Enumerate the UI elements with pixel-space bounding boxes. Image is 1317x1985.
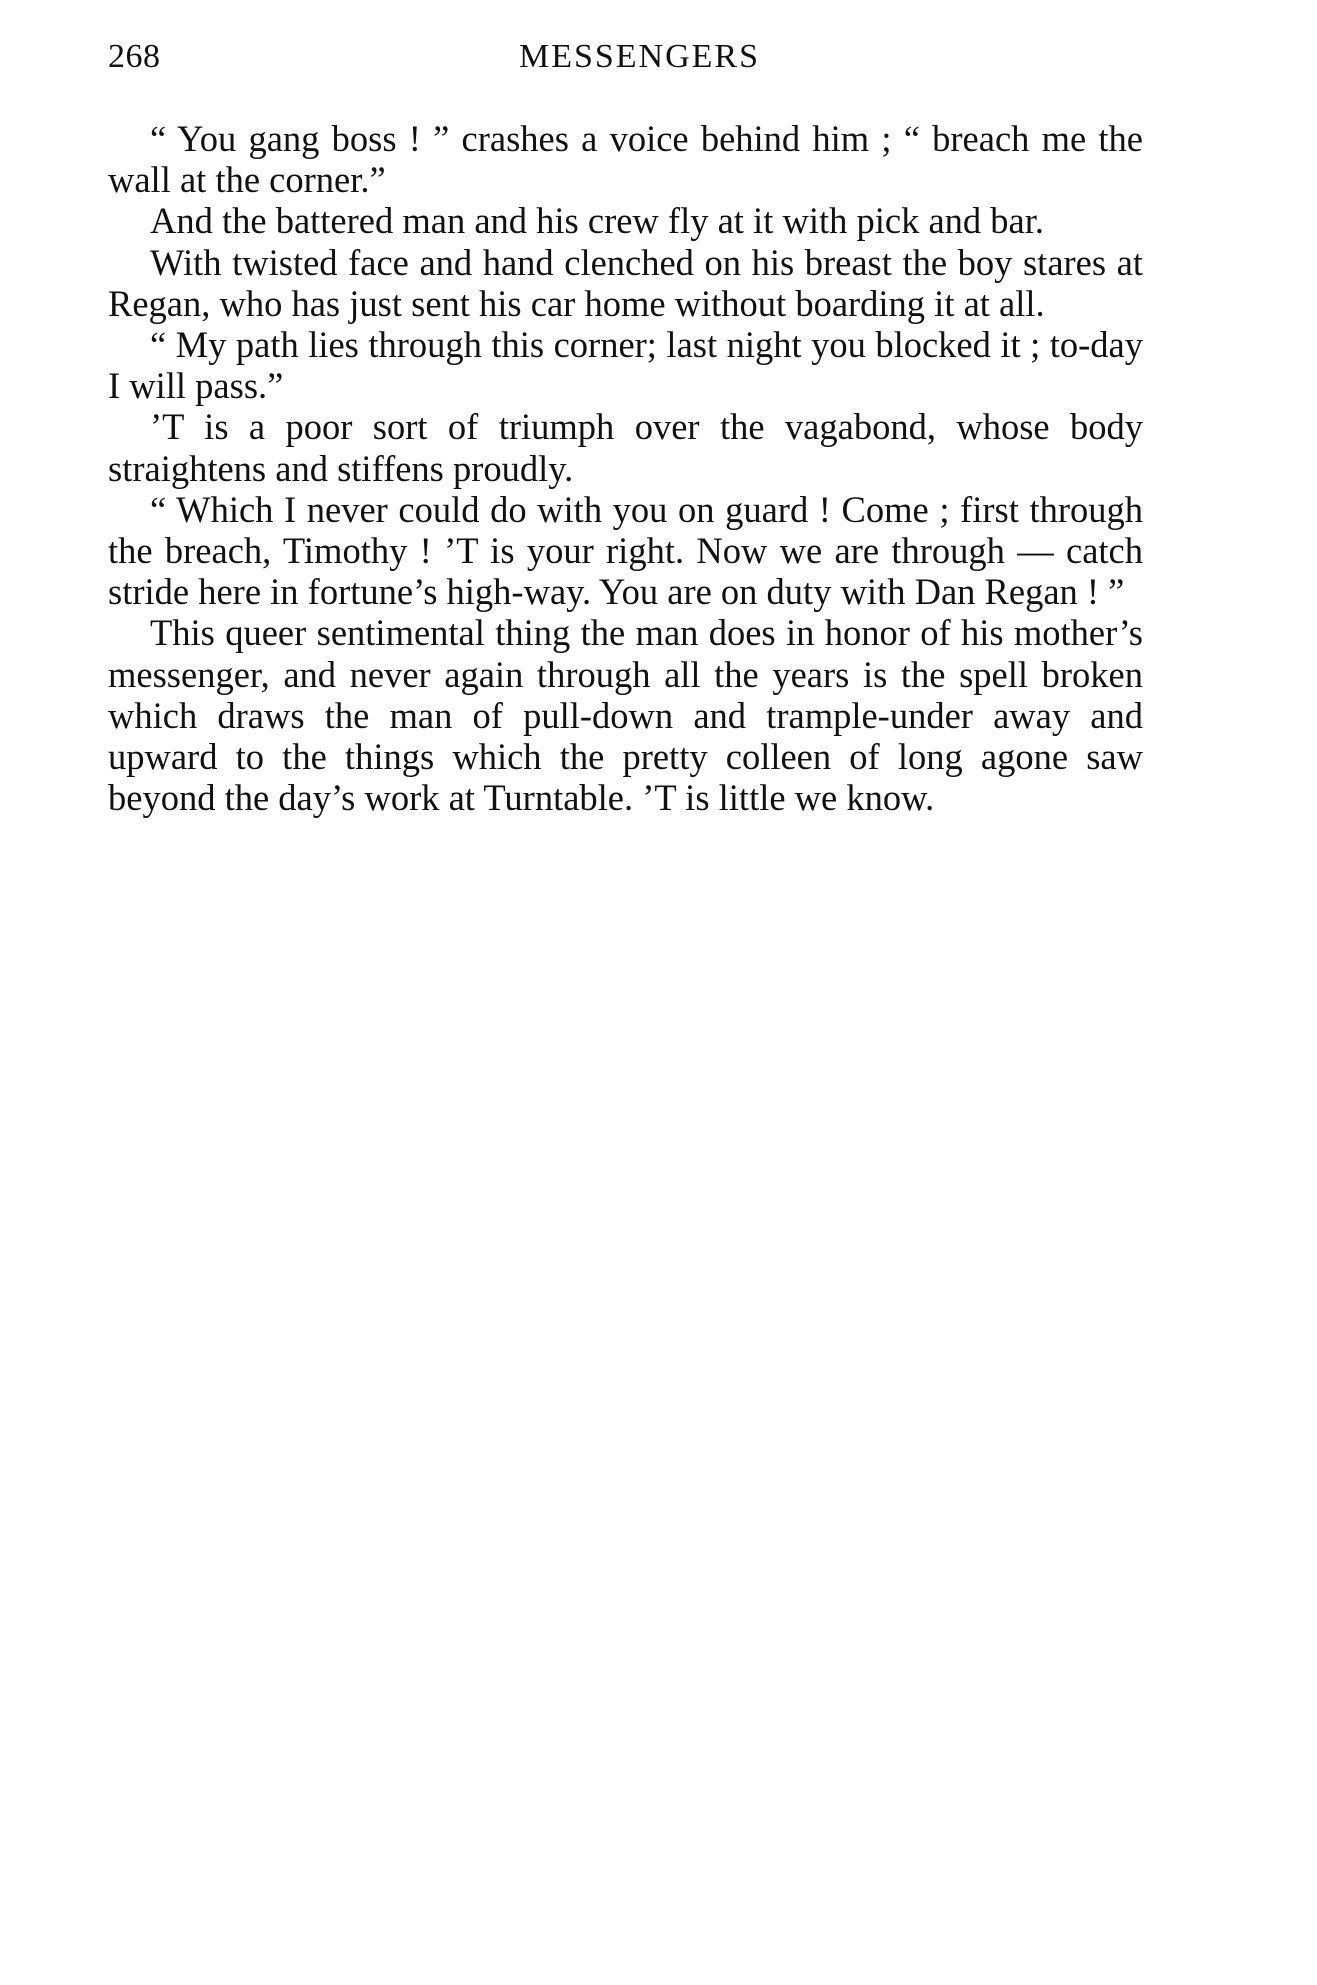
paragraph: This queer sentimental thing the man does in honor of his mother’s messenger, and never again through all the years is the spell broken which draws the man of pull-down and trample-under away and upward to the things which the pretty colleen of long agone saw beyond the day’s work at Turntable. ’T is little we know. [108, 612, 1143, 819]
paragraph: And the battered man and his crew fly at it with pick and bar. [150, 200, 1044, 242]
running-title: MESSENGERS [518, 38, 761, 75]
body-text [108, 118, 1143, 818]
paragraph: “ My path lies through this corner; last night you blocked it ; to-day I will pass.” [108, 324, 1143, 407]
running-head [108, 38, 1143, 88]
paragraph: With twisted face and hand clenched on his breast the boy stares at Regan, who has just sent his car home without boarding it at all. [108, 241, 1143, 324]
paragraph: “ Which I never could do with you on guard ! Come ; first through the breach, Timothy ! ’T is your right. Now we are through — catch stride here in fortune’s high-way. You are on duty with Dan Regan ! ” [108, 488, 1143, 613]
paragraph: “ You gang boss ! ” crashes a voice behind him ; “ breach me the wall at the corner.” [108, 118, 1143, 201]
paragraph: ’T is a poor sort of triumph over the vagabond, whose body straightens and stiffens proudly. [108, 406, 1143, 489]
page-number: 268 [108, 38, 161, 75]
